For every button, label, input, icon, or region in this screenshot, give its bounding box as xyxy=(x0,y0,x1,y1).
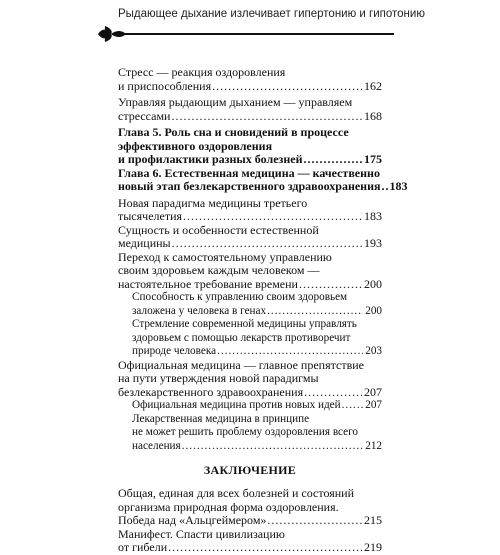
toc-entry-line xyxy=(118,80,382,94)
toc-entry-line xyxy=(132,332,382,346)
dot-leader xyxy=(182,440,364,454)
toc-entry[interactable] xyxy=(118,197,382,224)
toc-entry-line xyxy=(118,153,382,167)
toc-entry-line xyxy=(132,291,382,305)
toc-entry-line xyxy=(118,179,408,194)
toc-page-number: 212 xyxy=(365,439,382,452)
toc-entry[interactable] xyxy=(118,165,408,194)
toc-entry-text: и приспособления xyxy=(118,78,212,93)
toc-entry[interactable] xyxy=(118,96,382,123)
toc-entry-line xyxy=(118,278,382,292)
table-of-contents xyxy=(118,65,408,555)
toc-entry-line xyxy=(132,345,382,359)
toc-entry-line xyxy=(118,237,382,251)
toc-entry-text: Стресс — реакция оздоровления xyxy=(118,65,286,79)
toc-entry-line xyxy=(132,305,382,319)
toc-entry-text: Способность к управлению своим здоровьем xyxy=(132,291,348,303)
toc-page-number: 207 xyxy=(365,399,382,411)
toc-entry-text: безлекарственного здравоохранения xyxy=(118,384,304,399)
toc-page-number: 183 xyxy=(364,209,382,223)
dot-leader xyxy=(171,110,362,124)
toc-page-number: 175 xyxy=(364,152,382,166)
dot-leader xyxy=(299,278,362,292)
toc-entry-text: на пути утверждения новой парадигмы xyxy=(118,371,319,385)
toc-entry-text: Глава 6. Естественная медицина — качественно xyxy=(118,165,380,180)
toc-entry-text: заложена у человека в генах xyxy=(132,304,267,317)
dot-leader xyxy=(304,153,363,167)
dot-leader xyxy=(342,399,364,413)
toc-page-number: 207 xyxy=(364,384,382,399)
toc-entry-line xyxy=(118,210,382,224)
toc-entry-line xyxy=(118,66,382,80)
toc-entry[interactable] xyxy=(118,126,382,167)
toc-entry-line xyxy=(118,386,382,400)
toc-page-number: 183 xyxy=(389,179,408,193)
toc-entry-line xyxy=(132,318,382,332)
toc-entry-line xyxy=(118,167,382,181)
toc-entry[interactable] xyxy=(118,359,382,400)
dot-leader xyxy=(168,541,362,555)
dot-leader xyxy=(172,237,362,251)
toc-entry-text: медицины xyxy=(118,236,171,250)
toc-entry-line xyxy=(118,224,382,238)
toc-entry-line xyxy=(118,528,382,542)
toc-entry-text: стрессами xyxy=(118,108,171,123)
toc-entry-text: от гибели xyxy=(118,540,168,554)
toc-entry-text: Общая, единая для всех болезней и состояний xyxy=(118,486,355,500)
toc-entry[interactable] xyxy=(118,399,382,413)
toc-entry-line xyxy=(118,487,382,501)
toc-entry-text: Переход к самостоятельному управлению xyxy=(118,249,332,264)
toc-entry-text: Победа над «Альцгеймером» xyxy=(118,513,267,527)
toc-entry-line xyxy=(118,541,382,555)
toc-page-number: 219 xyxy=(364,540,382,554)
toc-entry-line xyxy=(118,251,382,265)
toc-entry-line xyxy=(132,413,382,427)
toc-page-number: 215 xyxy=(364,513,382,527)
dot-leader xyxy=(304,386,362,400)
toc-entry-text: здоровьем с помощью лекарств противоречит xyxy=(132,331,351,344)
dot-leader xyxy=(382,180,388,194)
toc-entry-line xyxy=(118,126,382,140)
toc-entry-text: Сущность и особенности естественной xyxy=(118,222,319,237)
toc-page-number: 200 xyxy=(364,276,382,291)
dot-leader xyxy=(183,210,362,224)
toc-page-number: 168 xyxy=(364,108,382,123)
toc-page-number: 162 xyxy=(364,78,382,93)
toc-entry-text: новый этап безлекарственного здравоохранения xyxy=(118,179,381,193)
toc-entry-text: Управляя рыдающим дыханием — управляем xyxy=(118,95,353,109)
toc-entry-text: настоятельное требование времени xyxy=(118,276,298,291)
toc-entry-text: Лекарственная медицина в принципе xyxy=(132,412,310,425)
toc-entry-text: Официальная медицина — главное препятствие xyxy=(118,357,364,372)
toc-entry-text: Официальная медицина против новых идей xyxy=(132,399,341,411)
toc-entry-line xyxy=(118,96,382,110)
running-header-title: Рыдающее дыхание излечивает гипертонию и гипотонию xyxy=(118,8,425,20)
dot-leader xyxy=(267,514,362,528)
leaf-ornament-icon xyxy=(96,24,396,44)
toc-entry-line xyxy=(118,110,382,124)
running-header xyxy=(0,0,500,46)
toc-page-number: 193 xyxy=(364,236,382,250)
toc-entry[interactable] xyxy=(118,487,382,528)
dot-leader xyxy=(267,305,363,319)
toc-entry-text: и профилактики разных болезней xyxy=(118,152,303,166)
toc-entry-line xyxy=(132,399,382,413)
toc-list xyxy=(118,65,408,453)
toc-entry-line xyxy=(118,264,382,278)
toc-entry[interactable] xyxy=(118,318,382,359)
toc-entry-text: населения xyxy=(132,439,181,452)
toc-entry-text: Новая парадигма медицины третьего xyxy=(118,195,308,210)
toc-entry-text: эффективного оздоровления xyxy=(118,138,273,153)
dot-leader xyxy=(217,345,363,359)
toc-list-conclusion xyxy=(118,487,382,555)
toc-entry-line xyxy=(132,440,382,454)
toc-entry-text: Глава 5. Роль сна и сновидений в процессе xyxy=(118,125,349,139)
toc-entry-text: Стремление современной медицины управлять xyxy=(132,318,357,330)
toc-entry-line xyxy=(118,514,382,528)
section-title: ЗАКЛЮЧЕНИЕ xyxy=(203,463,297,477)
toc-entry-text: природе человека xyxy=(132,345,217,357)
toc-entry-text: не может решить проблему оздоровления всего xyxy=(132,426,359,438)
toc-entry-text: тысячелетия xyxy=(118,209,183,223)
toc-page-number: 203 xyxy=(365,345,382,357)
toc-entry-line xyxy=(118,359,382,373)
toc-entry[interactable] xyxy=(118,66,382,93)
toc-entry-text: организма природная форма оздоровления. xyxy=(118,499,339,514)
toc-entry[interactable] xyxy=(118,224,382,251)
toc-entry-text: Манифест. Спасти цивилизацию xyxy=(118,526,285,541)
toc-entry-line xyxy=(118,372,382,386)
toc-entry[interactable] xyxy=(118,291,382,318)
toc-entry[interactable] xyxy=(118,528,382,555)
toc-entry[interactable] xyxy=(118,251,382,292)
toc-entry-line xyxy=(132,426,382,440)
toc-entry-line xyxy=(118,140,382,154)
toc-entry[interactable] xyxy=(118,413,382,454)
toc-entry-line xyxy=(118,197,382,211)
toc-page-number: 200 xyxy=(365,304,382,317)
toc-entry-line xyxy=(118,501,382,515)
dot-leader xyxy=(212,80,362,94)
toc-entry-text: своим здоровьем каждым человеком — xyxy=(118,263,320,277)
